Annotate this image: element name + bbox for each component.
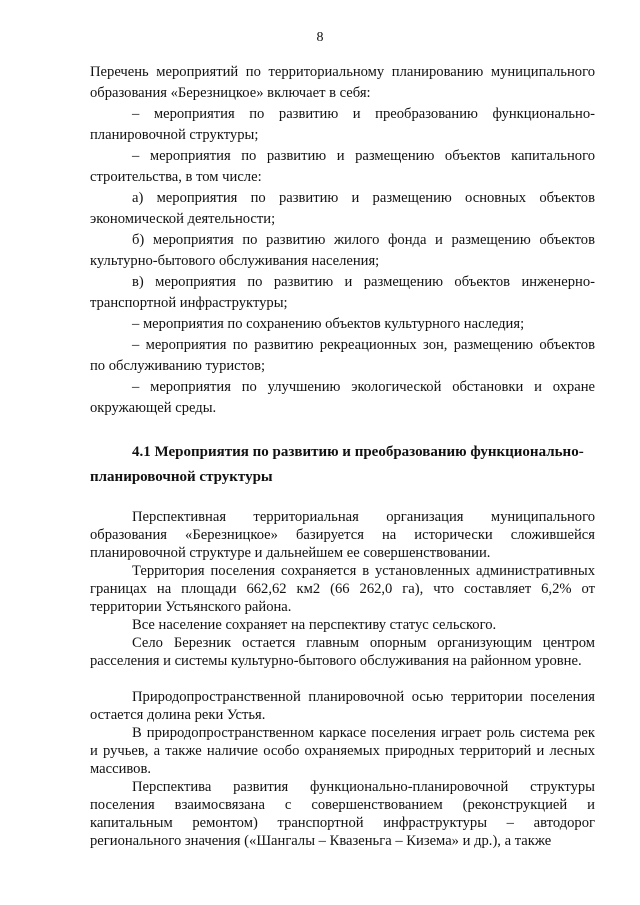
- section-title: 4.1 Мероприятия по развитию и преобразованию функционально-планировочной структуры: [90, 444, 584, 485]
- list-item: а) мероприятия по развитию и размещению основных объектов экономической деятельности;: [90, 190, 595, 227]
- list-item: – мероприятия по сохранению объектов культурного наследия;: [132, 316, 525, 332]
- list-item: – мероприятия по развитию и размещению объектов капитального строительства, в том числе:: [90, 148, 595, 185]
- list-item: – мероприятия по развитию и преобразованию функционально-планировочной структуры;: [90, 106, 595, 143]
- paragraph: Природопространственной планировочной осью территории поселения остается долина реки Устья.: [90, 689, 595, 723]
- page-number: 8: [316, 30, 324, 45]
- paragraph: В природопространственном каркасе поселения играет роль система рек и ручьев, а также наличие особо охраняемых природных территорий и лесных массивов.: [90, 725, 595, 777]
- paragraph: Перспектива развития функционально-планировочной структуры поселения взаимосвязана с совершенствованием (реконструкцией и капитальным ремонтом) транспортной инфраструктуры – автодорог регионального значения («Шангалы – Квазеньга – Кизема» и др.), а также: [90, 779, 595, 849]
- list-item: б) мероприятия по развитию жилого фонда и размещению объектов культурно-бытового обслуживания населения;: [90, 232, 595, 269]
- intro-lead: Перечень мероприятий по территориальному планированию муниципального образования «Березницкое» включает в себя:: [90, 64, 595, 101]
- list-item: – мероприятия по развитию рекреационных зон, размещению объектов по обслуживанию туристов;: [90, 337, 595, 374]
- paragraph: Село Березник остается главным опорным организующим центром расселения и системы культурно-бытового обслуживания на районном уровне.: [90, 635, 595, 669]
- paragraph: Перспективная территориальная организация муниципального образования «Березницкое» базируется на исторически сложившейся планировочной структуре и дальнейшем ее совершенствовании.: [90, 509, 595, 561]
- paragraph: Территория поселения сохраняется в установленных административных границах на площади 662,62 км2 (66 262,0 га), что составляет 6,2% от территории Устьянского района.: [90, 563, 595, 615]
- list-item: – мероприятия по улучшению экологической обстановки и охране окружающей среды.: [90, 379, 595, 416]
- paragraph: Все население сохраняет на перспективу статус сельского.: [132, 617, 497, 633]
- list-item: в) мероприятия по развитию и размещению объектов инженерно-транспортной инфраструктуры;: [90, 274, 595, 311]
